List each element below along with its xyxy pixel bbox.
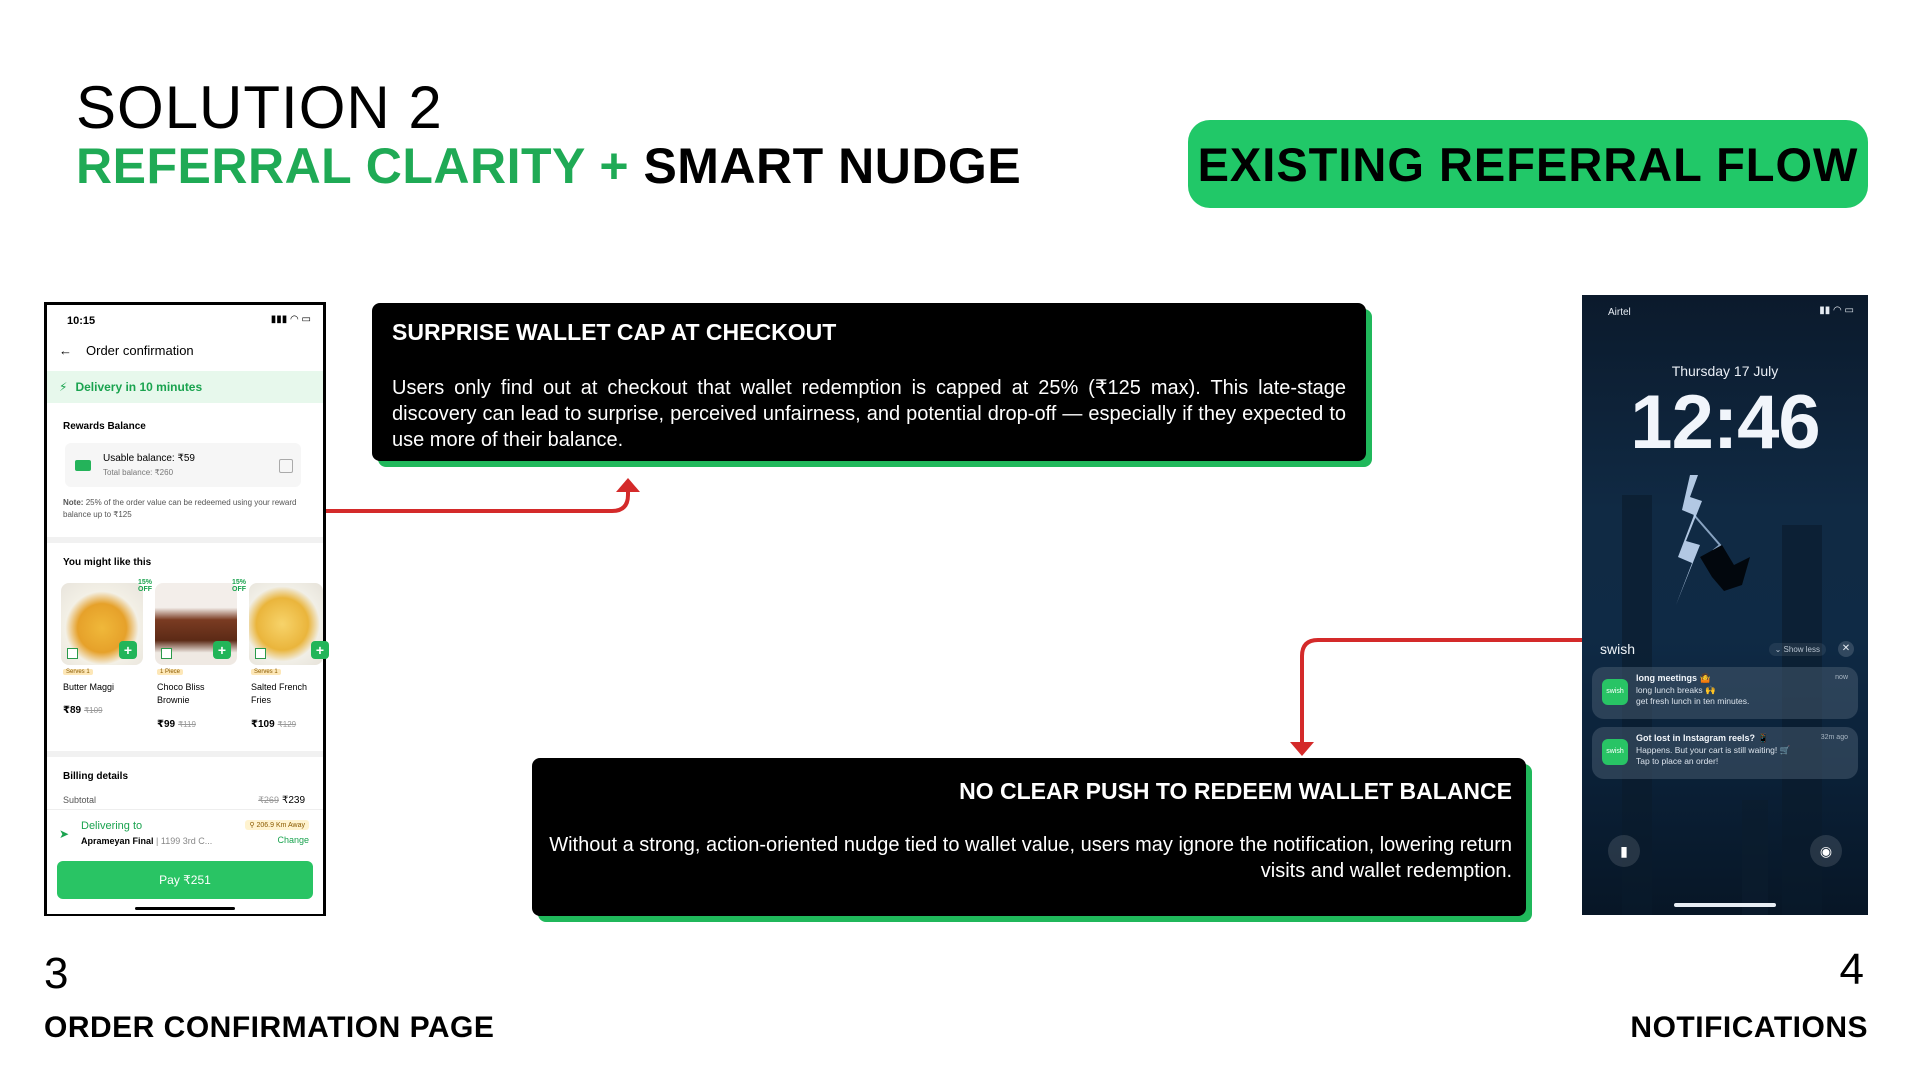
status-icons (271, 314, 311, 325)
mrp: ₹109 (84, 706, 103, 715)
arrow-head-1 (616, 478, 640, 492)
plus-icon[interactable]: + (311, 641, 329, 659)
arrow-to-callout-2 (1302, 640, 1582, 744)
notification-time: now (1835, 674, 1848, 681)
callout-redeem-push (532, 758, 1526, 916)
signal-icon: ▮▮▮ (270, 314, 288, 325)
notification-group-title: swish (1600, 641, 1636, 657)
navigation-icon: ➤ (59, 827, 70, 841)
serves-tag: 1 Piece (157, 669, 183, 675)
home-indicator (135, 907, 235, 910)
existing-flow-pill: EXISTING REFERRAL FLOW (1188, 120, 1868, 208)
signal-icon: ▮▮ (1819, 305, 1831, 316)
callout-body: Users only find out at checkout that wallet redemption is capped at 25% (₹125 max). This late-stage discovery can lead to surprise, perceived unfairness, and potential drop-off — especially if they expected to use more of their balance. (392, 377, 1346, 451)
slide-title: SOLUTION 2 (76, 74, 443, 141)
show-less-button[interactable] (1769, 643, 1826, 656)
total-balance: Total balance: ₹260 (103, 468, 174, 477)
product-image-maggi[interactable] (61, 583, 143, 665)
rewards-title: Rewards Balance (63, 421, 146, 432)
subtitle-green: REFERRAL CLARITY + (76, 138, 630, 194)
product-name: Choco Bliss Brownie (157, 682, 205, 705)
product-price (251, 719, 296, 730)
page-title: Order confirmation (86, 343, 194, 358)
callout-title: SURPRISE WALLET CAP AT CHECKOUT (392, 319, 837, 345)
product-price (157, 719, 196, 730)
distance-badge (245, 820, 309, 830)
subtotal-label: Subtotal (63, 795, 97, 805)
veg-icon (67, 648, 78, 659)
arrow-to-callout-1 (326, 486, 628, 511)
notification-card[interactable] (1592, 727, 1858, 779)
product-image-fries[interactable] (249, 583, 323, 665)
lightning-bolt (1676, 475, 1702, 605)
delivering-to-label: Delivering to (81, 820, 143, 832)
plus-icon[interactable]: + (213, 641, 231, 659)
veg-icon (255, 648, 266, 659)
price: ₹99 (157, 719, 176, 730)
callout-title: NO CLEAR PUSH TO REDEEM WALLET BALANCE (959, 778, 1512, 804)
delivery-address (81, 836, 212, 846)
product-image-brownie[interactable] (155, 583, 237, 665)
delivery-text: Delivery in 10 minutes (75, 380, 203, 394)
order-header (59, 343, 194, 358)
arrow-head-2 (1290, 742, 1314, 756)
usable-balance: Usable balance: ₹59 (103, 453, 195, 464)
carrier-name: Airtel (1608, 307, 1631, 318)
wallet-icon (75, 460, 91, 471)
redemption-note (63, 497, 301, 521)
left-screen-number: 3 (44, 949, 69, 998)
price: ₹89 (63, 705, 82, 716)
app-icon: swish (1602, 739, 1628, 765)
tower-bottom (1742, 800, 1768, 915)
callout-wallet-cap (372, 303, 1366, 461)
back-arrow-icon[interactable]: ← (59, 343, 72, 358)
notification-time: 32m ago (1820, 734, 1848, 741)
note-text: 25% of the order value can be redeemed using your reward balance up to ₹125 (63, 498, 297, 519)
lock-time: 12:46 (1630, 380, 1820, 465)
battery-icon: ▭ (1844, 305, 1854, 316)
right-screen-number: 4 (1839, 945, 1864, 994)
order-confirmation-screen (44, 302, 326, 916)
camera-icon[interactable]: ◉ (1810, 835, 1842, 867)
divider (47, 537, 323, 543)
distance-text: 206.9 Km Away (256, 822, 305, 829)
notification-title: long meetings 🤷 (1636, 673, 1711, 683)
notification-body: long lunch breaks 🙌 get fresh lunch in ten minutes. (1636, 685, 1750, 706)
price: ₹109 (251, 719, 275, 730)
show-less-label: Show less (1783, 645, 1820, 654)
wifi-icon: ◠ (1833, 305, 1842, 316)
divider (47, 751, 323, 757)
address-line: | 1199 3rd C... (156, 836, 213, 846)
flashlight-icon[interactable]: ▮ (1608, 835, 1640, 867)
address-name: Aprameyan Final (81, 836, 154, 846)
app-icon: swish (1602, 679, 1628, 705)
status-icons (1819, 305, 1854, 316)
bolt-icon: ⚡ (59, 380, 68, 394)
subtotal-mrp: ₹269 (258, 795, 279, 805)
change-address-link[interactable]: Change (277, 835, 309, 845)
product-name: Butter Maggi (63, 682, 115, 692)
chevron-down-icon: ⌄ (1774, 645, 1782, 654)
status-time: 10:15 (67, 315, 96, 327)
notification-card[interactable] (1592, 667, 1858, 719)
discount-badge: 15% OFF (137, 579, 152, 593)
close-icon[interactable]: ✕ (1838, 641, 1854, 657)
subtitle-black: SMART NUDGE (643, 138, 1022, 194)
redeem-checkbox[interactable] (279, 459, 293, 473)
battery-icon: ▭ (301, 314, 311, 325)
billing-title: Billing details (63, 771, 129, 782)
product-name: Salted French Fries (251, 682, 308, 705)
left-screen-label: ORDER CONFIRMATION PAGE (44, 1011, 495, 1044)
notification-body: Happens. But your cart is still waiting! 🛒 Tap to place an order! (1636, 745, 1791, 766)
batman-figure (1700, 545, 1750, 591)
plus-icon[interactable]: + (119, 641, 137, 659)
pay-button[interactable]: Pay ₹251 (57, 861, 313, 899)
mrp: ₹119 (178, 720, 196, 729)
notification-title: Got lost in Instagram reels? 📱 (1636, 733, 1769, 743)
subtotal-value (258, 795, 305, 806)
recommendations-title: You might like this (63, 557, 152, 568)
product-price (63, 705, 103, 716)
balance-row[interactable] (65, 443, 301, 487)
discount-badge: 15% OFF (231, 579, 246, 593)
lock-screen (1582, 295, 1868, 915)
right-screen-label: NOTIFICATIONS (1630, 1011, 1868, 1044)
note-label: Note: (63, 498, 84, 507)
pin-icon: ⚲ (249, 822, 255, 829)
serves-tag: Serves 1 (63, 669, 93, 675)
serves-tag: Serves 1 (251, 669, 281, 675)
veg-icon (161, 648, 172, 659)
delivery-banner (47, 371, 323, 403)
callout-body: Without a strong, action-oriented nudge tied to wallet value, users may ignore the notification, lowering return visits and wallet redemption. (549, 834, 1512, 882)
lock-date: Thursday 17 July (1671, 363, 1779, 379)
subtotal-amount: ₹239 (281, 795, 305, 806)
home-indicator (1674, 903, 1776, 907)
wifi-icon: ◠ (290, 314, 299, 325)
mrp: ₹129 (277, 720, 297, 729)
